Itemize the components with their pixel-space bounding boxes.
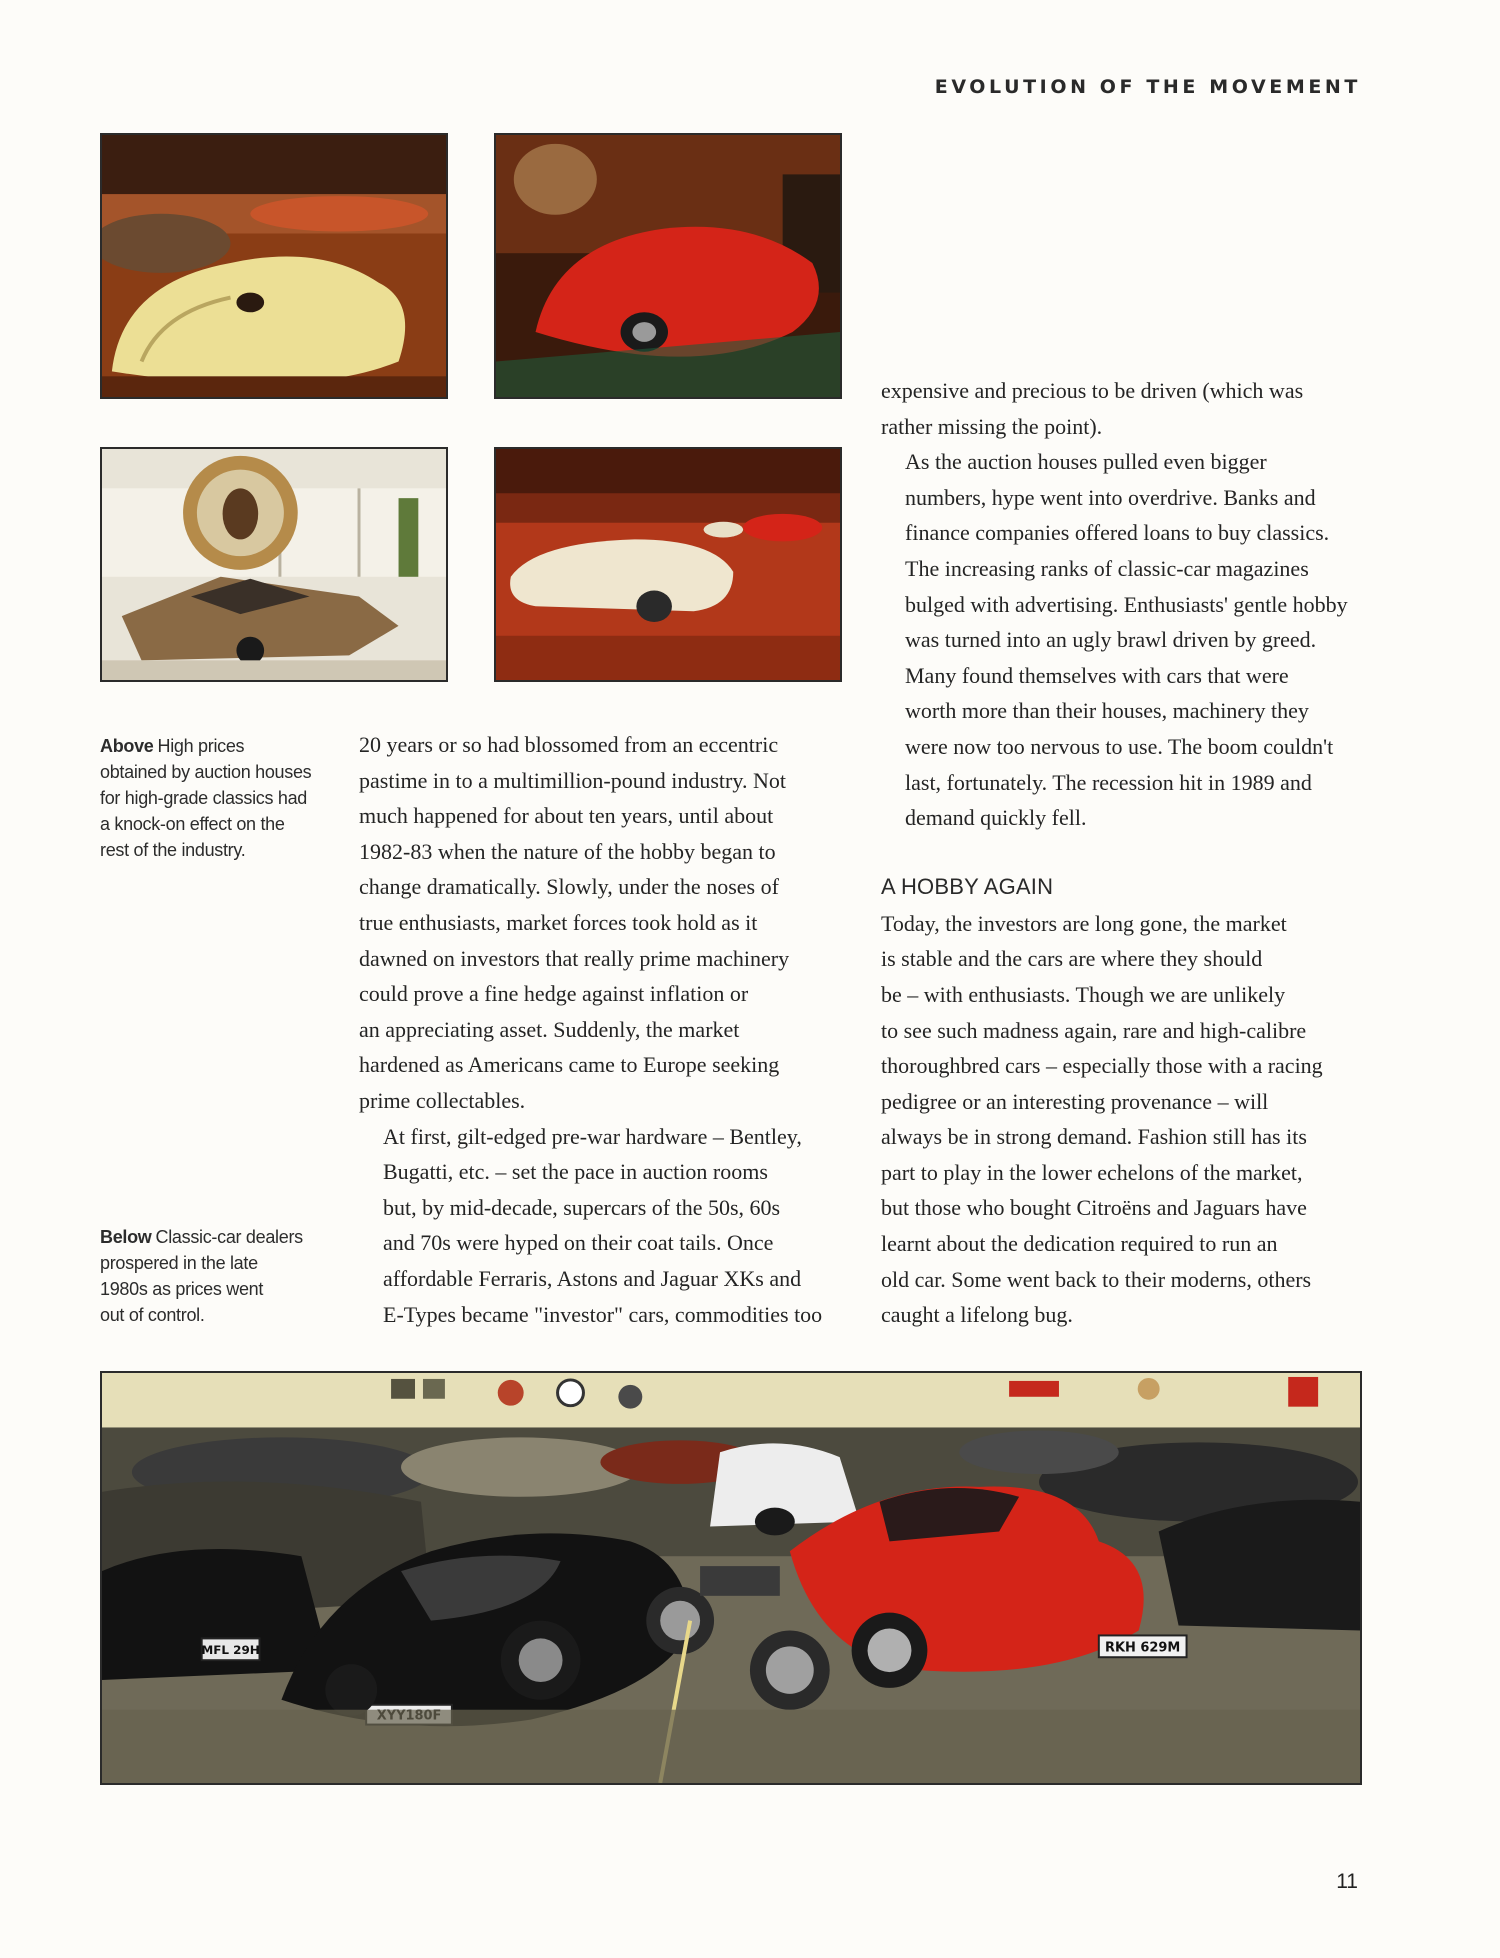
body-line: 20 years or so had blossomed from an eccentric	[359, 732, 779, 757]
body-line: Today, the investors are long gone, the market	[881, 910, 1287, 936]
body-line: but, by mid-decade, supercars of the 50s, 60s	[383, 1194, 781, 1220]
photo-white-roadster	[494, 447, 842, 682]
body-line: demand quickly fell.	[905, 805, 1087, 831]
body-column-right	[881, 373, 1371, 1333]
body-line: Bugatti, etc. – set the pace in auction rooms	[383, 1159, 768, 1185]
body-line: The increasing ranks of classic-car magazines	[905, 555, 1309, 581]
body-line: affordable Ferraris, Astons and Jaguar XKs and	[383, 1265, 802, 1291]
body-line: be – with enthusiasts. Though we are unlikely	[881, 981, 1286, 1007]
body-line: is stable and the cars are where they should	[881, 946, 1263, 972]
body-line: pedigree or an interesting provenance – will	[881, 1088, 1269, 1114]
body-line: but those who bought Citroëns and Jaguars have	[881, 1195, 1307, 1221]
photo-emblem-wedge-car	[100, 447, 448, 682]
body-line: last, fortunately. The recession hit in 1989 and	[905, 769, 1312, 795]
body-line: 1982-83 when the nature of the hobby began to	[359, 838, 776, 864]
body-line: caught a lifelong bug.	[881, 1302, 1073, 1328]
caption-above-line: obtained by auction houses	[100, 762, 312, 782]
caption-above-line: High prices	[157, 736, 245, 756]
body-line: was turned into an ugly brawl driven by greed.	[905, 627, 1317, 653]
subheading-a-hobby-again: A HOBBY AGAIN	[881, 873, 1054, 899]
caption-below-line: 1980s as prices went	[100, 1279, 264, 1299]
body-line: Many found themselves with cars that were	[905, 662, 1289, 688]
body-line: were now too nervous to use. The boom couldn't	[905, 733, 1334, 759]
plate-mfl: MFL 29H	[201, 1643, 260, 1658]
body-paragraph	[881, 906, 1371, 1333]
body-line: pastime in to a multimillion-pound industry. Not	[359, 767, 786, 793]
body-paragraph	[359, 1119, 849, 1333]
body-paragraph	[881, 444, 1371, 836]
section-header: EVOLUTION OF THE MOVEMENT	[934, 76, 1361, 98]
body-line: E-Types became "investor" cars, commodities too	[383, 1301, 823, 1327]
body-line: At first, gilt-edged pre-war hardware – Bentley,	[383, 1123, 802, 1149]
photo-red-racer-image	[496, 135, 840, 397]
photo-dealer-showroom-image	[102, 1373, 1360, 1783]
body-line: could prove a fine hedge against inflation or	[359, 981, 749, 1007]
caption-above-line: a knock-on effect on the	[100, 814, 285, 834]
body-paragraph	[881, 373, 1371, 444]
body-line: bulged with advertising. Enthusiasts' gentle hobby	[905, 591, 1348, 617]
photo-emblem-wedge-car-image	[102, 449, 446, 680]
body-column-middle	[359, 727, 849, 1332]
caption-below	[100, 1224, 330, 1328]
caption-below-label: Below	[100, 1227, 152, 1247]
photo-cream-roadster-image	[102, 135, 446, 397]
photo-white-roadster-image	[496, 449, 840, 680]
photo-cream-roadster	[100, 133, 448, 399]
caption-above	[100, 733, 330, 863]
body-line: finance companies offered loans to buy classics.	[905, 520, 1330, 546]
body-paragraph	[359, 727, 849, 1119]
caption-above-label: Above	[100, 736, 154, 756]
body-line: expensive and precious to be driven (which was	[881, 378, 1304, 403]
body-line: and 70s were hyped on their coat tails. Once	[383, 1230, 774, 1256]
body-line: change dramatically. Slowly, under the noses of	[359, 874, 779, 900]
caption-above-line: for high-grade classics had	[100, 788, 308, 808]
body-line: old car. Some went back to their moderns, others	[881, 1266, 1312, 1292]
caption-above-line: rest of the industry.	[100, 840, 246, 860]
body-line: worth more than their houses, machinery they	[905, 698, 1309, 724]
page-number: 11	[1336, 1870, 1358, 1893]
body-line: an appreciating asset. Suddenly, the market	[359, 1016, 740, 1042]
body-line: much happened for about ten years, until about	[359, 803, 774, 829]
body-line: prime collectables.	[359, 1087, 526, 1113]
body-line: As the auction houses pulled even bigger	[905, 449, 1267, 475]
body-line: learnt about the dedication required to run an	[881, 1231, 1278, 1257]
body-line: numbers, hype went into overdrive. Banks and	[905, 484, 1316, 510]
caption-below-line: prospered in the late	[100, 1253, 258, 1273]
body-line: true enthusiasts, market forces took hold as it	[359, 909, 758, 935]
plate-rkh: RKH 629M	[1105, 1640, 1181, 1656]
body-line: to see such madness again, rare and high-calibre	[881, 1017, 1307, 1043]
body-line: rather missing the point).	[881, 413, 1103, 439]
body-line: hardened as Americans came to Europe seeking	[359, 1052, 780, 1078]
photo-dealer-showroom	[100, 1371, 1362, 1785]
body-line: thoroughbred cars – especially those with a racing	[881, 1053, 1323, 1079]
body-line: part to play in the lower echelons of the market,	[881, 1159, 1303, 1185]
body-line: always be in strong demand. Fashion still has its	[881, 1124, 1307, 1150]
caption-below-line: out of control.	[100, 1305, 205, 1325]
body-line: dawned on investors that really prime machinery	[359, 945, 790, 971]
photo-red-racer	[494, 133, 842, 399]
caption-below-line: Classic-car dealers	[155, 1227, 303, 1247]
